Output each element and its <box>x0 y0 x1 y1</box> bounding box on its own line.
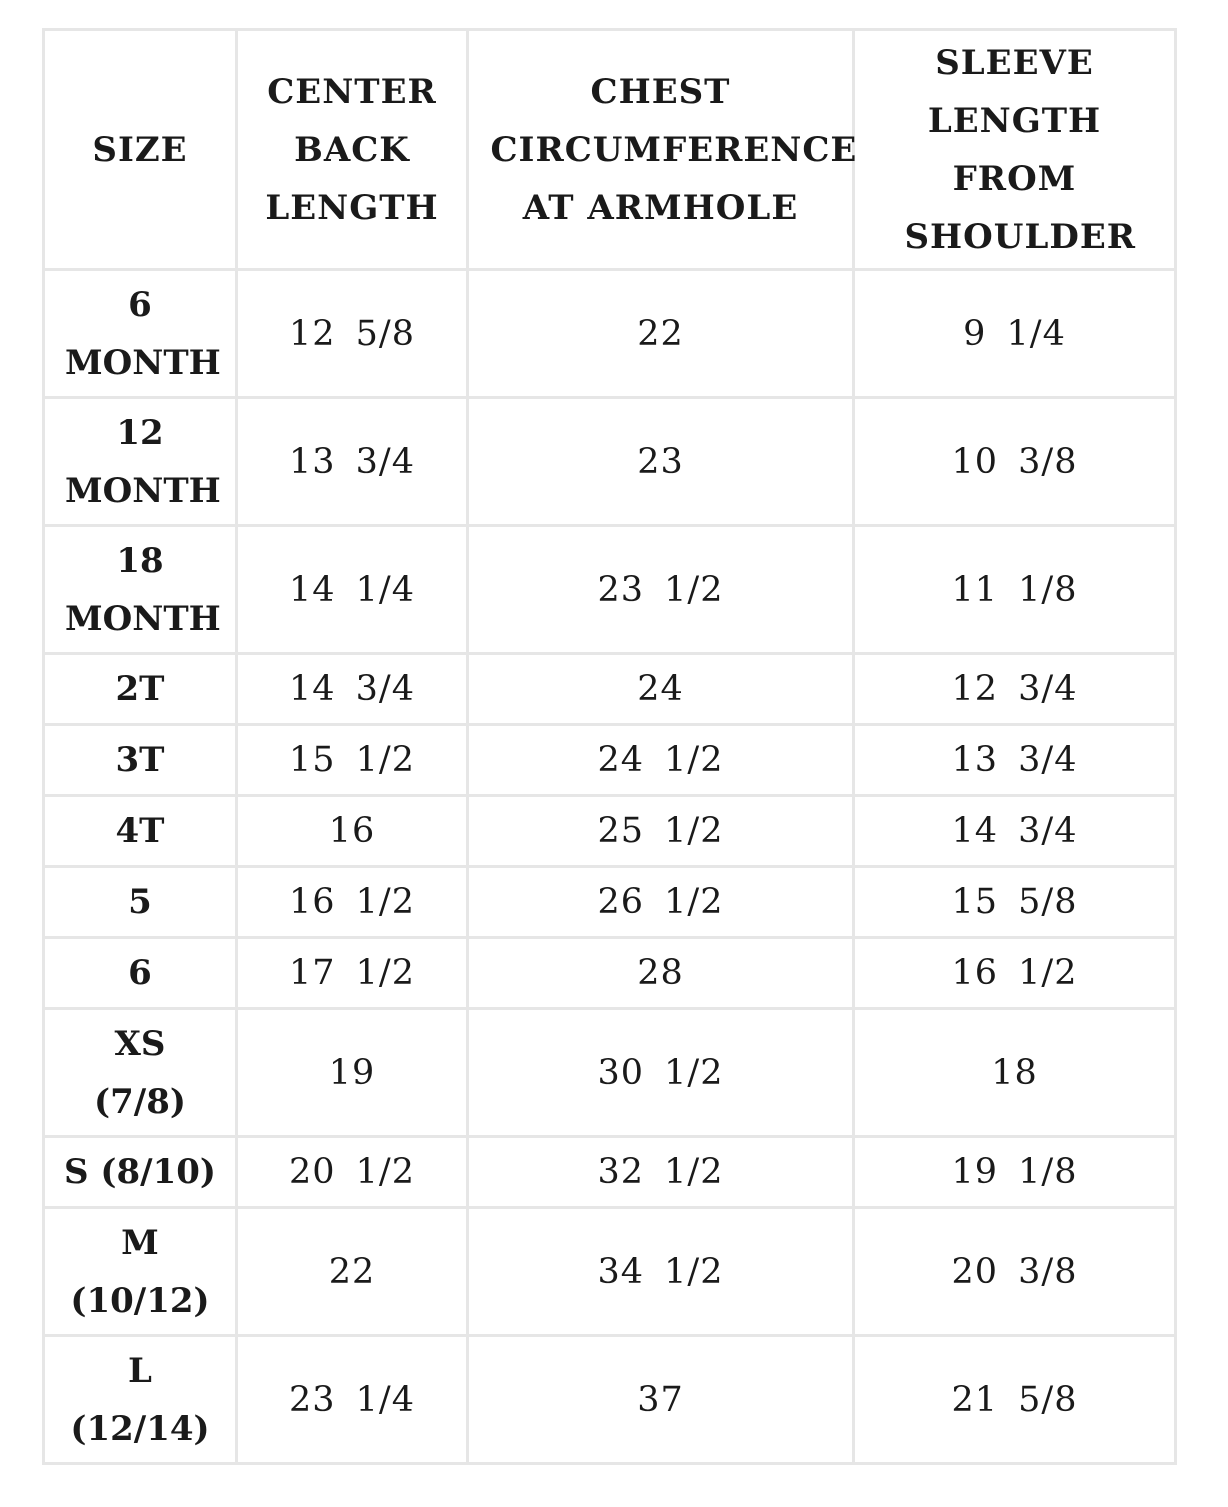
header-row <box>44 30 1176 270</box>
header-size: SIZE <box>44 30 237 270</box>
chest-circumference-cell: 28 <box>468 938 854 1009</box>
table-row <box>44 398 1176 526</box>
center-back-length-cell: 13 3/4 <box>237 398 468 526</box>
table-row <box>44 526 1176 654</box>
sleeve-length-cell: 9 1/4 <box>854 270 1176 398</box>
chest-circumference-cell: 26 1/2 <box>468 867 854 938</box>
table-row <box>44 796 1176 867</box>
size-cell: XS (7/8) <box>44 1009 237 1137</box>
center-back-length-cell: 14 3/4 <box>237 654 468 725</box>
center-back-length-cell: 23 1/4 <box>237 1336 468 1464</box>
table-row <box>44 270 1176 398</box>
center-back-length-cell: 19 <box>237 1009 468 1137</box>
size-cell: 5 <box>44 867 237 938</box>
center-back-length-cell: 17 1/2 <box>237 938 468 1009</box>
size-cell: L (12/14) <box>44 1336 237 1464</box>
chest-circumference-cell: 24 1/2 <box>468 725 854 796</box>
header-chest-circumference: CHEST CIRCUMFERENCE AT ARMHOLE <box>468 30 854 270</box>
size-cell: 3T <box>44 725 237 796</box>
chest-circumference-cell: 37 <box>468 1336 854 1464</box>
sleeve-length-cell: 16 1/2 <box>854 938 1176 1009</box>
table-row <box>44 867 1176 938</box>
sleeve-length-cell: 20 3/8 <box>854 1208 1176 1336</box>
sleeve-length-cell: 12 3/4 <box>854 654 1176 725</box>
chest-circumference-cell: 30 1/2 <box>468 1009 854 1137</box>
sleeve-length-cell: 11 1/8 <box>854 526 1176 654</box>
chest-circumference-cell: 32 1/2 <box>468 1137 854 1208</box>
sleeve-length-cell: 19 1/8 <box>854 1137 1176 1208</box>
header-sleeve-length: SLEEVE LENGTH FROM SHOULDER <box>854 30 1176 270</box>
size-cell: 6 <box>44 938 237 1009</box>
table-row <box>44 725 1176 796</box>
center-back-length-cell: 22 <box>237 1208 468 1336</box>
center-back-length-cell: 16 1/2 <box>237 867 468 938</box>
table-row <box>44 1009 1176 1137</box>
center-back-length-cell: 16 <box>237 796 468 867</box>
sleeve-length-cell: 21 5/8 <box>854 1336 1176 1464</box>
chest-circumference-cell: 24 <box>468 654 854 725</box>
table-row <box>44 654 1176 725</box>
sleeve-length-cell: 10 3/8 <box>854 398 1176 526</box>
header-center-back-length: CENTER BACK LENGTH <box>237 30 468 270</box>
size-cell: M (10/12) <box>44 1208 237 1336</box>
chest-circumference-cell: 23 <box>468 398 854 526</box>
chest-circumference-cell: 25 1/2 <box>468 796 854 867</box>
chest-circumference-cell: 34 1/2 <box>468 1208 854 1336</box>
sleeve-length-cell: 18 <box>854 1009 1176 1137</box>
size-chart-table <box>42 28 1177 1465</box>
sleeve-length-cell: 13 3/4 <box>854 725 1176 796</box>
size-cell: 2T <box>44 654 237 725</box>
size-cell: 4T <box>44 796 237 867</box>
chest-circumference-cell: 23 1/2 <box>468 526 854 654</box>
center-back-length-cell: 14 1/4 <box>237 526 468 654</box>
sleeve-length-cell: 14 3/4 <box>854 796 1176 867</box>
size-cell: S (8/10) <box>44 1137 237 1208</box>
chest-circumference-cell: 22 <box>468 270 854 398</box>
size-cell: 6 MONTH <box>44 270 237 398</box>
size-cell: 18 MONTH <box>44 526 237 654</box>
table-row <box>44 1336 1176 1464</box>
table-row <box>44 1208 1176 1336</box>
table-row <box>44 1137 1176 1208</box>
center-back-length-cell: 12 5/8 <box>237 270 468 398</box>
center-back-length-cell: 20 1/2 <box>237 1137 468 1208</box>
center-back-length-cell: 15 1/2 <box>237 725 468 796</box>
size-cell: 12 MONTH <box>44 398 237 526</box>
table-row <box>44 938 1176 1009</box>
sleeve-length-cell: 15 5/8 <box>854 867 1176 938</box>
